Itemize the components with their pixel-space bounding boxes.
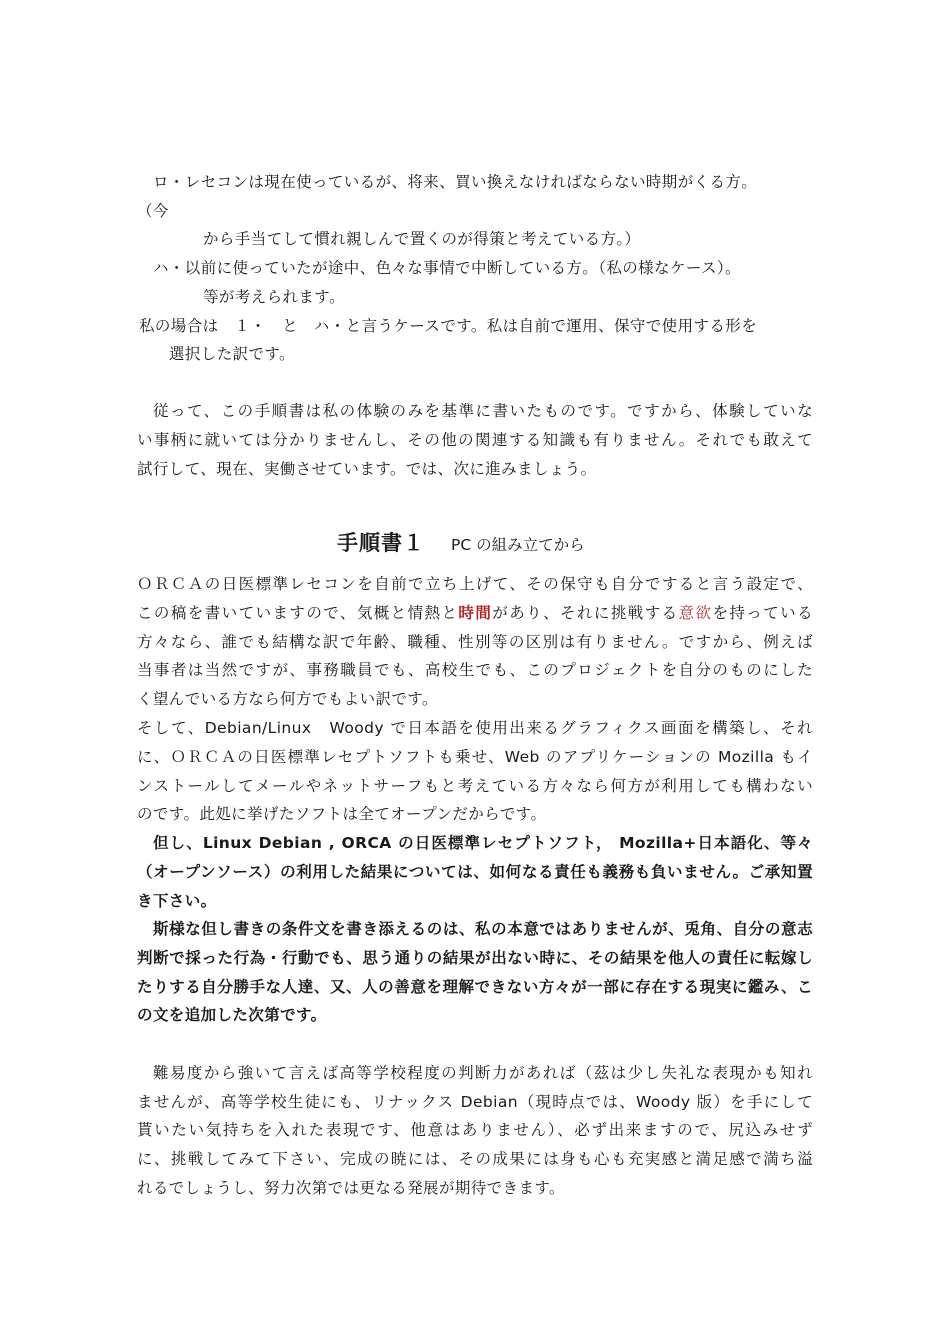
paragraph-line: に、ＯＲＣＡの日医標準レセプトソフトも乗せ、Web のアプリケーションの Mozilla もイ [137,748,813,766]
disclaimer-line: （オープンソース）の利用した結果については、如何なる責任も義務も負いません。ご承知置 [137,863,813,881]
list-item-ha-cont: 等が考えられます。 [203,288,345,306]
paragraph-line: ンストールしてメールやネットサーフもと考えている方々なら何方が利用しても構わない [137,777,813,795]
paragraph-line: 方々なら、誰でも結構な訳で年齢、職種、性別等の区別は有りません。ですから、例えば [137,633,813,651]
emphasis-time: 時間 [458,604,493,622]
case-statement-cont: 選択した訳です。 [169,345,295,363]
paragraph-line: 試行して、現在、実働させています。では、次に進みましょう。 [137,460,597,478]
paragraph-line: 貰いたい気持ちを入れた表現です、他意はありません）、必ず出来ますので、尻込みせず [137,1121,813,1139]
paragraph-line: れるでしょうし、努力次第では更なる発展が期待できます。 [137,1179,565,1197]
list-item-ro: ロ・レセコンは現在使っているが、将来、買い換えなければならない時期がくる方。 [153,173,758,191]
paragraph-line: ませんが、高等学校生徒にも、リナックス Debian（現時点では、Woody 版）を手にして [137,1093,813,1111]
paragraph-line: に、挑戦してみて下さい、完成の暁には、その成果には身も心も充実感と満足感で満ち溢 [137,1150,813,1168]
notice-line: 判断で採った行為・行動でも、思う通りの結果が出ない時に、その結果を他人の責任に転嫁し [137,949,813,967]
list-item-ro-cont: から手当てして慣れ親しんで置くのが得策と考えている方。） [203,230,641,248]
paragraph-line: 当事者は当然ですが、事務職員でも、高校生でも、このプロジェクトを自分のものにした [137,661,813,679]
text-run: この稿を書いていますので、気概と情熱と [137,604,459,622]
list-item-ha: ハ・以前に使っていたが途中、色々な事情で中断している方。（私の様なケース）。 [153,259,741,277]
paragraph-line: 難易度から強いて言えば高等学校程度の判断力があれば（茲は少し失礼な表現かも知れ [153,1064,813,1082]
case-statement: 私の場合は １・ と ハ・と言うケースです。私は自前で運用、保守で使用する形を [139,317,758,335]
section-heading [337,527,585,557]
paragraph-line: そして、Debian/Linux Woody で日本語を使用出来るグラフィクス画面を構築し、それ [137,719,813,737]
disclaimer-line: 但し、Linux Debian , ORCA の日医標準レセプトソフト， Mozilla+日本語化、等々 [153,834,813,852]
notice-line: の文を追加した次第です。 [137,1006,327,1024]
paragraph-line: い事柄に就いては分かりませんし、その他の関連する知識も有りません。それでも敢えて [137,431,813,449]
notice-line: たりする自分勝手な人達、又、人の善意を理解できない方々が一部に存在する現実に鑑み、こ [137,978,813,996]
paragraph-line [137,603,813,623]
text-run: があり、それに挑戦する [492,604,679,622]
emphasis-motivation: 意欲 [678,604,713,622]
list-item-ro-cont: （今 [137,202,169,220]
section-title: 手順書１ [337,530,425,555]
text-run: を持っている [712,604,813,622]
paragraph-line: 従って、この手順書は私の体験のみを基準に書いたものです。ですから、体験していな [153,402,813,420]
paragraph-line: のです。此処に挙げたソフトは全てオープンだからです。 [137,805,547,823]
paragraph-line: く望んでいる方なら何方でもよい訳です。 [137,690,438,708]
section-subtitle: PC の組み立てから [451,536,585,554]
notice-line: 斯様な但し書きの条件文を書き添えるのは、私の本意ではありませんが、兎角、自分の意志 [153,920,813,938]
disclaimer-line: き下さい。 [137,892,217,910]
paragraph-line: ＯＲＣＡの日医標準レセコンを自前で立ち上げて、その保守も自分ですると言う設定で、 [137,575,813,593]
